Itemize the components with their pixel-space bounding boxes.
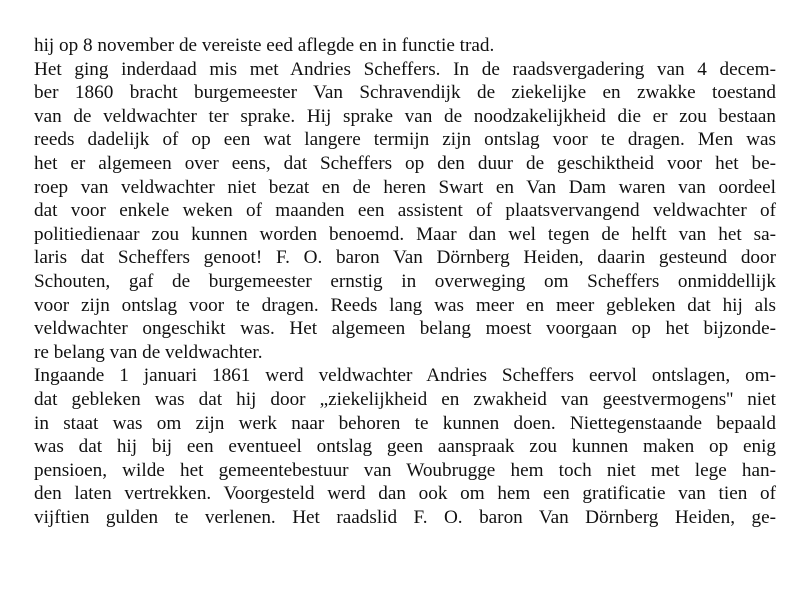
text-line: hij op 8 november de vereiste eed aflegde en in functie trad. — [34, 35, 495, 56]
text-line: voor zijn ontslag voor te dragen. Reeds lang was meer en meer gebleken dat hij als — [34, 294, 776, 316]
text-line: politiedienaar zou kunnen worden benoemd. Maar dan wel tegen de helft van het sa- — [34, 223, 776, 245]
text-line: dat gebleken was dat hij door „ziekelijkheid en zwakheid van geestvermogens'' niet — [34, 388, 776, 410]
text-line: den laten vertrekken. Voorgesteld werd dan ook om hem een gratificatie van tien of — [34, 483, 776, 505]
text-line: was dat hij bij een eventueel ontslag geen aanspraak zou kunnen maken op enig — [34, 436, 776, 458]
text-line: van de veldwachter ter sprake. Hij sprake van de noodzakelijkheid die er zou bestaan — [34, 105, 776, 127]
text-line: pensioen, wilde het gemeentebestuur van Woubrugge hem toch niet met lege han- — [34, 459, 776, 481]
text-line: in staat was om zijn werk naar behoren te kunnen doen. Niettegenstaande bepaald — [34, 412, 776, 434]
text-line: dat voor enkele weken of maanden een assistent of plaatsvervangend veldwachter of — [34, 200, 776, 222]
text-line: roep van veldwachter niet bezat en de heren Swart en Van Dam waren van oordeel — [34, 176, 776, 198]
text-line: Ingaande 1 januari 1861 werd veldwachter Andries Scheffers eervol ontslagen, om- — [34, 365, 776, 387]
text-line: het er algemeen over eens, dat Scheffers op den duur de geschiktheid voor het be- — [34, 152, 776, 174]
text-line: Schouten, gaf de burgemeester ernstig in overweging om Scheffers onmiddellijk — [34, 270, 776, 292]
text-line: reeds dadelijk of op een wat langere termijn zijn ontslag voor te dragen. Men was — [34, 129, 776, 151]
text-line: vijftien gulden te verlenen. Het raadslid F. O. baron Van Dörnberg Heiden, ge- — [34, 506, 776, 528]
text-line: re belang van de veldwachter. — [34, 341, 263, 363]
text-line: veldwachter ongeschikt was. Het algemeen belang moest voorgaan op het bijzonde- — [34, 318, 776, 340]
document-page — [34, 34, 776, 529]
text-line: ber 1860 bracht burgemeester Van Schravendijk de ziekelijke en zwakke toestand — [34, 82, 776, 104]
text-line: Het ging inderdaad mis met Andries Scheffers. In de raadsvergadering van 4 decem- — [34, 58, 776, 80]
text-line: laris dat Scheffers genoot! F. O. baron Van Dörnberg Heiden, daarin gesteund door — [34, 247, 776, 269]
